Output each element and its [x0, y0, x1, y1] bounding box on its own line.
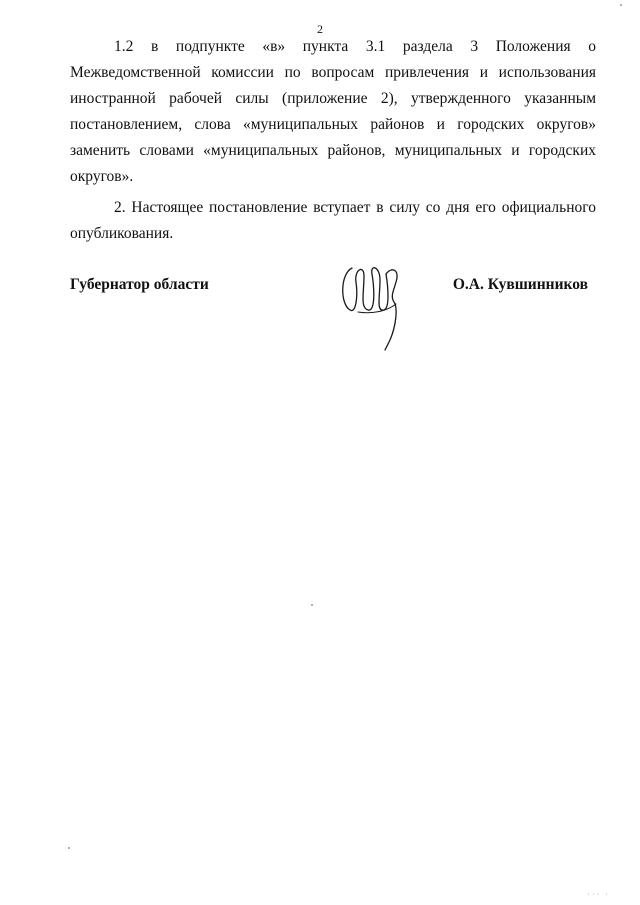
paragraph-effective-date: 2. Настоящее постановление вступает в силу со дня его официального опубликования. — [70, 199, 596, 242]
page-number: 2 — [317, 22, 323, 36]
signatory-position: Губернатор области — [70, 276, 209, 293]
scan-speck — [311, 604, 313, 606]
paragraph-amendment: 1.2 в подпункте «в» пункта 3.1 раздела 3 Положения о Межведомственной комиссии по вопросам привлечения и использования иностранной рабочей силы (приложение 2), утвержденного указанным постановлением, слова «муниципальных районов и городских округов» заменить словами «муниципальных районов, муниципальных и городских округов». — [70, 38, 596, 185]
corner-scan-mark: ··· · — [587, 890, 610, 899]
signatory-name: О.А. Кувшинников — [452, 276, 588, 293]
scan-speck — [68, 847, 70, 849]
handwritten-signature — [336, 256, 416, 352]
document-body — [70, 34, 596, 247]
scan-speck — [620, 4, 622, 6]
